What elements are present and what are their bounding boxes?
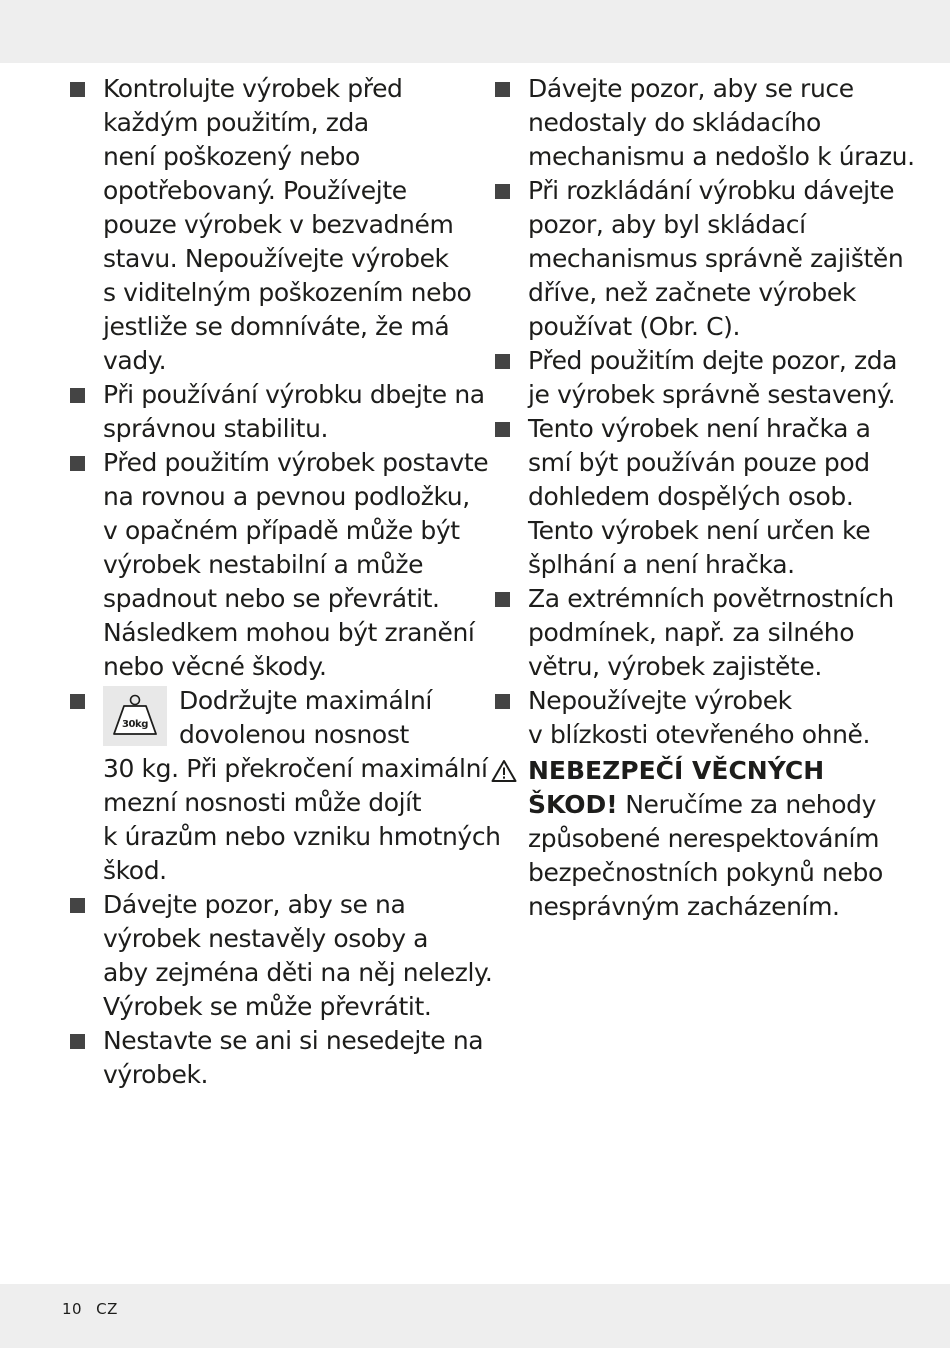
text-line: Dávejte pozor, aby se ruce	[528, 74, 854, 103]
text-line: dovolenou nosnost	[179, 720, 409, 749]
warning-heading: NEBEZPEČÍ VĚCNÝCH	[528, 756, 825, 785]
list-item	[493, 174, 913, 344]
text-line: Následkem mohou být zranění	[103, 618, 475, 647]
language-code: CZ	[96, 1300, 118, 1318]
square-bullet-icon	[495, 592, 510, 607]
text-line: výrobek.	[103, 1060, 209, 1089]
property-damage-warning	[493, 754, 913, 924]
text-line: pouze výrobek v bezvadném	[103, 210, 454, 239]
square-bullet-icon	[495, 354, 510, 369]
top-band	[0, 0, 950, 63]
list-item	[493, 344, 913, 412]
list-item	[68, 888, 493, 1024]
list-item	[68, 1024, 484, 1092]
square-bullet-icon	[495, 184, 510, 199]
text-line: stavu. Nepoužívejte výrobek	[103, 244, 449, 273]
max-load-row	[103, 684, 468, 752]
text-line: v opačném případě může být	[103, 516, 460, 545]
text-line: Dávejte pozor, aby se na	[103, 890, 406, 919]
text-line: nedostaly do skládacího	[528, 108, 821, 137]
text-line: výrobek nestabilní a může	[103, 550, 424, 579]
text-line: nesprávným zacházením.	[528, 892, 840, 921]
text-line: správnou stabilitu.	[103, 414, 329, 443]
text-line: pozor, aby byl skládací	[528, 210, 806, 239]
text-line: větru, výrobek zajistěte.	[528, 652, 822, 681]
text-line: Kontrolujte výrobek před	[103, 74, 403, 103]
right-column	[493, 72, 913, 924]
list-item	[68, 72, 472, 378]
text-line: výrobek nestavěly osoby a	[103, 924, 429, 953]
list-item	[493, 582, 913, 684]
square-bullet-icon	[495, 82, 510, 97]
text-line: na rovnou a pevnou podložku,	[103, 482, 470, 511]
list-item	[493, 72, 913, 174]
max-load-heading	[179, 684, 432, 752]
text-line: v blízkosti otevřeného ohně.	[528, 720, 871, 749]
text-line: Tento výrobek není hračka a	[528, 414, 871, 443]
text-line: dohledem dospělých osob.	[528, 482, 854, 511]
text-line: Při rozkládání výrobku dávejte	[528, 176, 895, 205]
list-item	[493, 412, 913, 582]
weight-icon-label: 30kg	[121, 719, 149, 730]
square-bullet-icon	[495, 422, 510, 437]
text-line: je výrobek správně sestavený.	[528, 380, 896, 409]
square-bullet-icon	[70, 456, 85, 471]
weight-30kg-icon	[103, 686, 167, 746]
text-line: Před použitím dejte pozor, zda	[528, 346, 898, 375]
text-line: vady.	[103, 346, 167, 375]
text-line: Tento výrobek není určen ke	[528, 516, 871, 545]
text-line: podmínek, např. za silného	[528, 618, 855, 647]
warning-triangle-icon	[491, 758, 517, 792]
text-line: nebo věcné škody.	[103, 652, 327, 681]
text-line: aby zejména děti na něj nelezly.	[103, 958, 493, 987]
left-column	[68, 72, 501, 1092]
text-line: šplhání a není hračka.	[528, 550, 795, 579]
page-number: 10	[62, 1300, 83, 1318]
square-bullet-icon	[495, 694, 510, 709]
text-line: dříve, než začnete výrobek	[528, 278, 856, 307]
square-bullet-icon	[70, 82, 85, 97]
text-line: Nestavte se ani si nesedejte na	[103, 1026, 484, 1055]
bottom-band	[0, 1284, 950, 1348]
text-line: Dodržujte maximální	[179, 686, 432, 715]
text-line: Za extrémních povětrnostních	[528, 584, 894, 613]
text-line: Výrobek se může převrátit.	[103, 992, 432, 1021]
text-line: spadnout nebo se převrátit.	[103, 584, 440, 613]
text-line: používat (Obr. C).	[528, 312, 741, 341]
text-line: opotřebovaný. Používejte	[103, 176, 407, 205]
text-line: Před použitím výrobek postavte	[103, 448, 489, 477]
list-item	[68, 446, 489, 684]
text-line: smí být používán pouze pod	[528, 448, 870, 477]
list-item	[68, 378, 485, 446]
text-line: způsobené nerespektováním	[528, 824, 880, 853]
text-line: s viditelným poškozením nebo	[103, 278, 472, 307]
square-bullet-icon	[70, 388, 85, 403]
text-line: každým použitím, zda	[103, 108, 369, 137]
text-line: mezní nosnosti může dojít	[103, 788, 422, 817]
text-line: Neručíme za nehody	[617, 790, 877, 819]
text-line: k úrazům nebo vzniku hmotných	[103, 822, 501, 851]
list-item-max-load	[68, 684, 501, 888]
text-line: jestliže se domníváte, že má	[103, 312, 450, 341]
square-bullet-icon	[70, 898, 85, 913]
text-line: 30 kg. Při překročení maximální	[103, 754, 488, 783]
text-line: mechanismu a nedošlo k úrazu.	[528, 142, 915, 171]
warning-heading-continued: ŠKOD!	[528, 790, 618, 819]
text-line: bezpečnostních pokynů nebo	[528, 858, 883, 887]
square-bullet-icon	[70, 1034, 85, 1049]
text-line: Při používání výrobku dbejte na	[103, 380, 485, 409]
text-line: škod.	[103, 856, 167, 885]
text-line: mechanismus správně zajištěn	[528, 244, 904, 273]
text-line: není poškozený nebo	[103, 142, 360, 171]
page-footer	[62, 1299, 132, 1319]
list-item	[493, 684, 913, 752]
square-bullet-icon	[70, 694, 85, 709]
text-line: Nepoužívejte výrobek	[528, 686, 792, 715]
